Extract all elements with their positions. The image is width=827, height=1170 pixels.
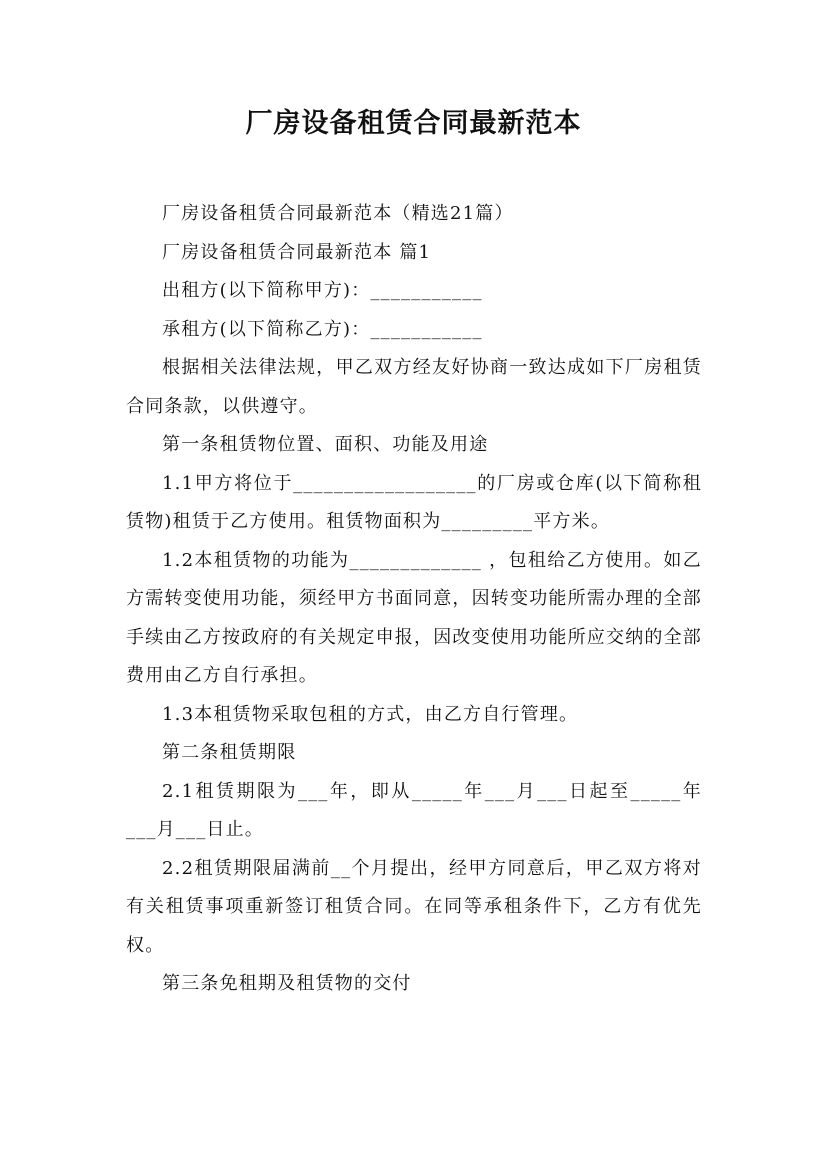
paragraph: 第一条租赁物位置、面积、功能及用途 [162, 434, 489, 455]
paragraph: 厂房设备租赁合同最新范本（精选21篇） [162, 203, 514, 224]
paragraph: 根据相关法律法规，甲乙双方经友好协商一致达成如下厂房租赁合同条款，以供遵守。 [126, 357, 702, 417]
paragraph: 第三条免租期及租赁物的交付 [162, 973, 412, 994]
paragraph: 2.2租赁期限届满前__个月提出，经甲方同意后，甲乙双方将对有关租赁事项重新签订租赁合同。在同等承租条件下，乙方有优先权。 [126, 857, 702, 956]
paragraph: 2.1租赁期限为___年，即从_____年___月___日起至_____年___月___日止。 [126, 780, 702, 840]
paragraph: 1.2本租赁物的功能为_____________ ，包租给乙方使用。如乙方需转变使用功能，须经甲方书面同意，因转变功能所需办理的全部手续由乙方按政府的有关规定申报，因改变使用功能所应交纳的全部费用由乙方自行承担。 [126, 549, 702, 686]
paragraph: 第二条租赁期限 [162, 742, 297, 763]
paragraph: 1.3本租赁物采取包租的方式，由乙方自行管理。 [162, 703, 579, 725]
paragraph: 厂房设备租赁合同最新范本 篇1 [162, 241, 432, 263]
document-title: 厂房设备租赁合同最新范本 [245, 108, 582, 139]
paragraph: 1.1甲方将位于__________________的厂房或仓库(以下简称租赁物)租赁于乙方使用。租赁物面积为_________平方米。 [126, 472, 702, 532]
paragraph: 出租方(以下简称甲方)：___________ [162, 280, 483, 301]
paragraph: 承租方(以下简称乙方)：___________ [162, 318, 483, 340]
document-body [126, 195, 702, 1004]
